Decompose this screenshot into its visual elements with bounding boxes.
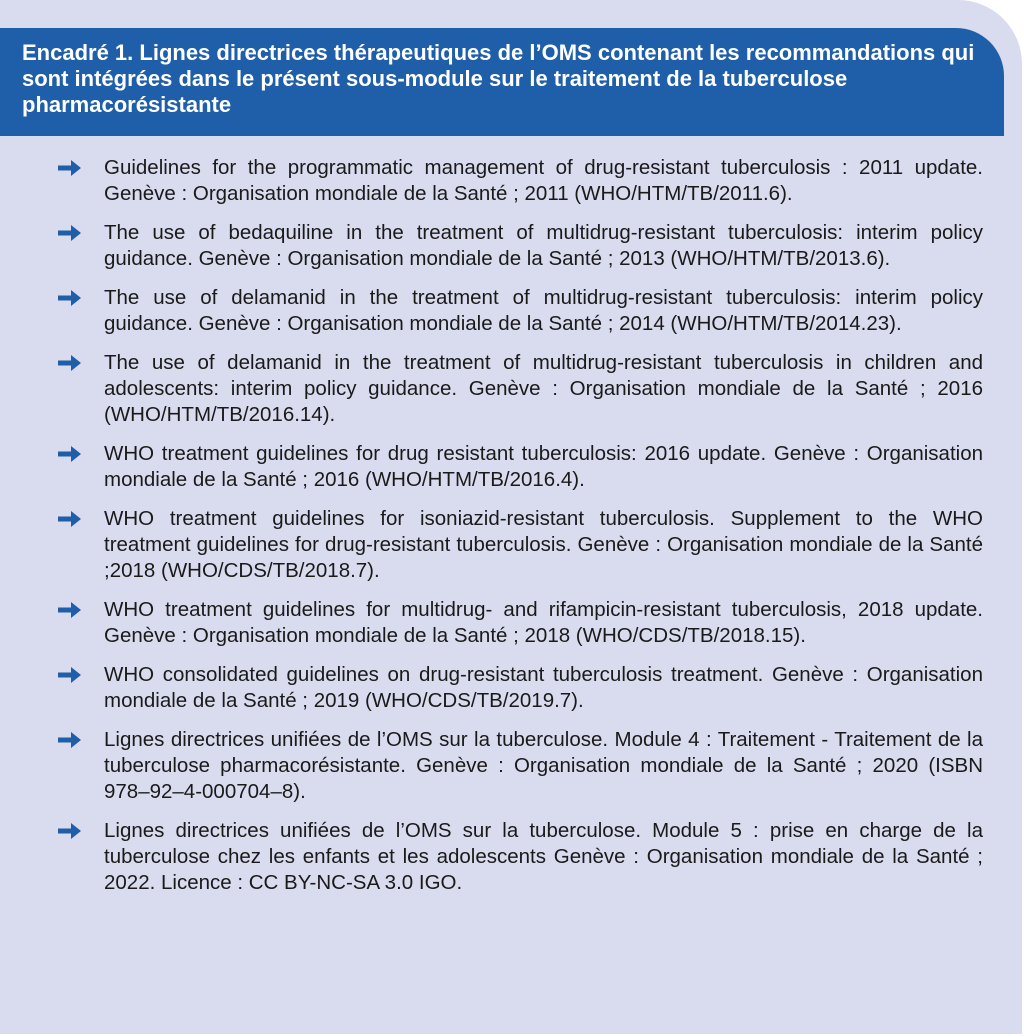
box-title: Encadré 1. Lignes directrices thérapeutiques de l’OMS contenant les recommandations qui sont intégrées dans le présent sous-module sur le traitement de la tuberculose pharmacorésistante	[22, 40, 975, 117]
list-item	[58, 818, 983, 896]
reference-text: WHO treatment guidelines for drug resistant tuberculosis: 2016 update. Genève : Organisation mondiale de la Santé ; 2016 (WHO/HTM/TB/2016.4).	[104, 442, 983, 491]
arrow-right-icon	[58, 666, 82, 684]
list-item	[58, 506, 983, 584]
arrow-right-icon	[58, 159, 82, 177]
arrow-right-icon	[58, 289, 82, 307]
list-item	[58, 727, 983, 805]
list-item	[58, 441, 983, 493]
arrow-right-icon	[58, 731, 82, 749]
list-item	[58, 220, 983, 272]
reference-text: Lignes directrices unifiées de l’OMS sur la tuberculose. Module 5 : prise en charge de la tuberculose chez les enfants et les adolescents Genève : Organisation mondiale de la Santé ; 2022. Licence : CC BY-NC-SA 3.0 IGO.	[104, 819, 983, 894]
reference-text: WHO treatment guidelines for isoniazid-resistant tuberculosis. Supplement to the WHO treatment guidelines for drug-resistant tuberculosis. Genève : Organisation mondiale de la Santé ;2018 (WHO/CDS/TB/2018.7).	[104, 507, 983, 582]
reference-list	[58, 155, 983, 909]
list-item	[58, 597, 983, 649]
arrow-right-icon	[58, 354, 82, 372]
list-item	[58, 350, 983, 428]
list-item	[58, 155, 983, 207]
reference-text: The use of delamanid in the treatment of multidrug-resistant tuberculosis: interim policy guidance. Genève : Organisation mondiale de la Santé ; 2014 (WHO/HTM/TB/2014.23).	[104, 286, 983, 335]
reference-text: The use of bedaquiline in the treatment of multidrug-resistant tuberculosis: interim policy guidance. Genève : Organisation mondiale de la Santé ; 2013 (WHO/HTM/TB/2013.6).	[104, 221, 983, 270]
arrow-right-icon	[58, 445, 82, 463]
reference-text: The use of delamanid in the treatment of multidrug-resistant tuberculosis in children and adolescents: interim policy guidance. Genève : Organisation mondiale de la Santé ; 2016 (WHO/HTM/TB/2016.14).	[104, 351, 983, 426]
reference-text: WHO consolidated guidelines on drug-resistant tuberculosis treatment. Genève : Organisation mondiale de la Santé ; 2019 (WHO/CDS/TB/2019.7).	[104, 663, 983, 712]
arrow-right-icon	[58, 510, 82, 528]
arrow-right-icon	[58, 822, 82, 840]
reference-text: Lignes directrices unifiées de l’OMS sur la tuberculose. Module 4 : Traitement - Traitement de la tuberculose pharmacorésistante. Genève : Organisation mondiale de la Santé ; 2020 (ISBN 978–92–4-000704–8).	[104, 728, 983, 803]
arrow-right-icon	[58, 224, 82, 242]
reference-text: Guidelines for the programmatic management of drug-resistant tuberculosis : 2011 update. Genève : Organisation mondiale de la Santé ; 2011 (WHO/HTM/TB/2011.6).	[104, 156, 983, 205]
list-item	[58, 662, 983, 714]
list-item	[58, 285, 983, 337]
reference-text: WHO treatment guidelines for multidrug- and rifampicin-resistant tuberculosis, 2018 update. Genève : Organisation mondiale de la Santé ; 2018 (WHO/CDS/TB/2018.15).	[104, 598, 983, 647]
box-header	[0, 28, 1004, 136]
arrow-right-icon	[58, 601, 82, 619]
